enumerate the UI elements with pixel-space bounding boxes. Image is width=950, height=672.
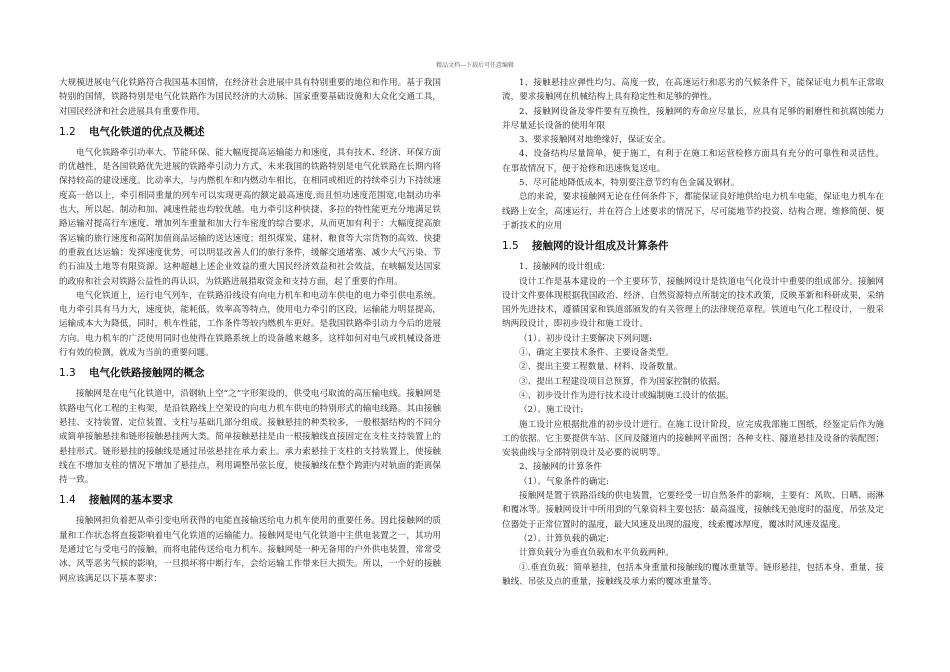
section-title: 电气化铁道的优点及概述 <box>89 125 205 138</box>
section-heading-1-4 <box>59 493 441 507</box>
section-title: 电气化铁路接触网的概念 <box>89 367 205 380</box>
section-number: 1.3 <box>59 367 76 380</box>
paragraph: 设计工作是基本建设的一个主要环节，接触网设计是铁道电气化设计中重要的组成部分。接触网设计文件要体现根据我国政治、经济、自然资源特点所制定的技术政策，反映革新和科研成果，采纳国外先进技术，遵循国家和铁道部颁发的有关管理上的法律规范章程。铁道电气化工程设计，一般采纳两段设计，即初步设计和施工设计。 <box>502 276 884 330</box>
section-heading-1-5 <box>502 239 884 253</box>
requirement-item: 5、尽可能地降低成本，特别要注意节约有色金属及钢材。 <box>519 178 740 189</box>
subheading: （1）、初步设计主要解决下列问题: <box>519 333 652 344</box>
intro-paragraph: 大规模进展电气化铁路符合我国基本国情，在经济社会进展中具有特别重要的地位和作用。基于我国特别的国情，铁路特别是电气化铁路作为国民经济的大动脉、国家重要基础设施和大众化交通工具，对国民经济和社会进展具有重要作用。 <box>59 78 441 117</box>
paragraph: 计算负载分为垂直负载和水平负载两种。 <box>519 548 674 559</box>
paragraph: 总的来说，要求接触网无论在任何条件下，都能保证良好地供给电力机车电能，保证电力机车在线路上安全，高速运行，并在符合上述要求的情况下，尽可能地节约投资、结构合理、维修简便、便于新技术的应用 <box>502 192 884 231</box>
paragraph: 施工设计应根据批准的初步设计进行。在施工设计阶段，应完成我部施工图纸，经鉴定后作为施工的依据。它主要提供车站、区间及隧道内的接触网平面图；各种支柱、隧道悬挂及设备的装配图；安装曲线与全部特别设计及必要的说明等。 <box>502 419 884 459</box>
section-title: 接触网的基本要求 <box>89 494 173 507</box>
paragraph: 电气化铁路牵引功率大、节能环保、能大幅度提高运输能力和速度，具有技术、经济、环保方面的优越性，是各国铁路优先进展的铁路牵引动力方式，未来我国的铁路特别是电气化铁路在长期内将保持较高的建设速度。比动率大，与内燃机车和内燃动车相比，在相同或相近的持续牵引力下持续速度高一倍以上，牵引相同重量的列车可以实现更高的额定最高速度,而且恒功速度范围宽,电制动功率也大，所以起、制动和加、减速性能也均较优越。电力牵引这种快捷、多拉的特性能更充分地满足铁路运输对提高行车速度、增加列车重量和加大行车密度的综合要求，从而更加有利于：大幅度提高旅客运输的旅行速度和高附加值商品运输的送达速度；组织煤炭、建材、粮食等大宗货物的高效、快捷的重载直达运输；发挥速度优势，可以明显改善人们的旅行条件，缓解交通堵塞、减少大气污染、节约石油及土地等有限资源。这种超越上述企业效益的重大国民经济效益和社会效益，在峡幅发达国家的政府和社会对铁路公益性的再认识，为铁路进展猎取资金和支持方面，起了重要的作用。 <box>59 147 441 287</box>
subheading: （1）、气象条件的确定: <box>519 476 610 487</box>
list-item: ②、提出主要工程数量、材料、设备数量。 <box>519 362 683 373</box>
right-column <box>502 76 884 589</box>
requirement-item: 4、设备结构尽量简单，便于施工，有利于在施工和运营检修方面具有充分的可靠性和灵活性。在事故情况下，便于抢修和迅速恢复送电。 <box>502 149 884 174</box>
list-item: ④、初步设计作为进行技术设计或编制施工设计的依据。 <box>519 390 734 401</box>
paragraph: ①.垂直负载：简单悬挂，包括本身重量和接触线的覆冰重量等。链形悬挂，包括本身、重量、接触线、吊弦及点的重量，接触线及承力索的覆冰重量等。 <box>502 562 884 587</box>
subheading: 1、接触网的设计组成： <box>519 262 611 273</box>
requirement-item: 1、接触悬挂应弹性均匀、高度一致，在高速运行和恶劣的气候条件下，能保证电力机车正常取流，要求接触网在机械结构上具有稳定性和足够的弹性。 <box>502 78 884 103</box>
left-column <box>59 76 441 586</box>
paragraph: 接触网是在电气化铁道中，沿钢轨上空“之”字形架设的，供受电弓取流的高压输电线。接触网是铁路电气化工程的主构架，是沿铁路线上空架设的向电力机车供电的特别形式的输电线路。其由接触悬挂、支持装置、定位装置、支柱与基础几部分组成。接触悬挂的种类较多，一般根据结构的不同分成简单接触悬挂和链形接触悬挂两大类。简单接触悬挂是由一根接触线直接固定在支柱支持装置上的悬挂形式。链形悬挂的接触线是通过吊弦悬挂在承力索上。承力索悬挂于支柱的支持装置上，使接触线在不增加支柱的情况下增加了悬挂点，利用调整吊弦长度，使接触线在整个跨距内对轨面的距离保持一致。 <box>59 389 441 486</box>
section-heading-1-2 <box>59 125 441 139</box>
list-item: ①、确定主要技术条件、主要设备类型。 <box>519 348 674 359</box>
paragraph: 接触网是置于铁路沿线的供电装置，它要经受一切自然条件的影响，主要有：风吹、日晒、雨淋和覆冰等。接触网设计中所用到的气象资料主要包括：最高温度，接触线无弛度时的温度，吊弦及定位器处于正常位置时的温度，最大风速及出现的温度，线索覆冰厚度，覆冰时风速及温度。 <box>502 491 884 530</box>
requirement-item: 2、接触网设备及零件要有互换性，接触网的寿命应尽量长，应具有足够的耐磨性和抗腐蚀能力并尽量延长设备的使用年限 <box>502 106 884 131</box>
section-number: 1.4 <box>59 494 76 507</box>
header-note: 精品文档---下载后可任意编辑 <box>435 62 515 69</box>
subheading: （2）、施工设计: <box>519 405 584 416</box>
section-number: 1.5 <box>502 240 519 253</box>
requirement-item: 3、要求接触网对地绝缘好，保证安全。 <box>519 135 671 146</box>
section-number: 1.2 <box>59 125 76 138</box>
section-heading-1-3 <box>59 366 441 380</box>
paragraph: 接触网担负着把从牵引变电所获得的电能直接输送给电力机车使用的重要任务。因此接触网的质量和工作状态将直接影响着电气化铁道的运输能力。接触网是电气化铁道中主供电装置之一，其功用是通过它与受电弓的接触，而将电能传送给电力机车。接触网是一种无备用的户外供电装置，常常受冰、风等恶劣气候的影响，一旦损坏将中断行车，会给运输工作带来巨大损失。所以，一个好的接触网应该满足以下基本要求： <box>59 516 441 584</box>
subheading: （2）、计算负载的确定: <box>519 533 610 544</box>
paragraph: 电气化铁道上，运行电气列车，在铁路沿线设有向电力机车和电动车供电的电力牵引供电系统。电力牵引具有马力大，速度快，能耗低，效率高等特点，使用电力牵引的区段，运输能力明显提高，运输成本大为降低，同时，机车性能，工作条件等较内燃机车更好。是我国铁路牵引动力今后的进展方向。电力机车的广泛使用同时也使得在铁路系统上的设备越来越多，这样如何对电气或机械设备进行有效的检测，就成为当前的重要问题。 <box>59 290 441 359</box>
subheading: 2、接触网的计算条件 <box>519 462 602 473</box>
section-title: 接触网的设计组成及计算条件 <box>532 240 669 253</box>
list-item: ③、提出工程建设项目总预算，作为国家控制的依据。 <box>519 376 726 387</box>
